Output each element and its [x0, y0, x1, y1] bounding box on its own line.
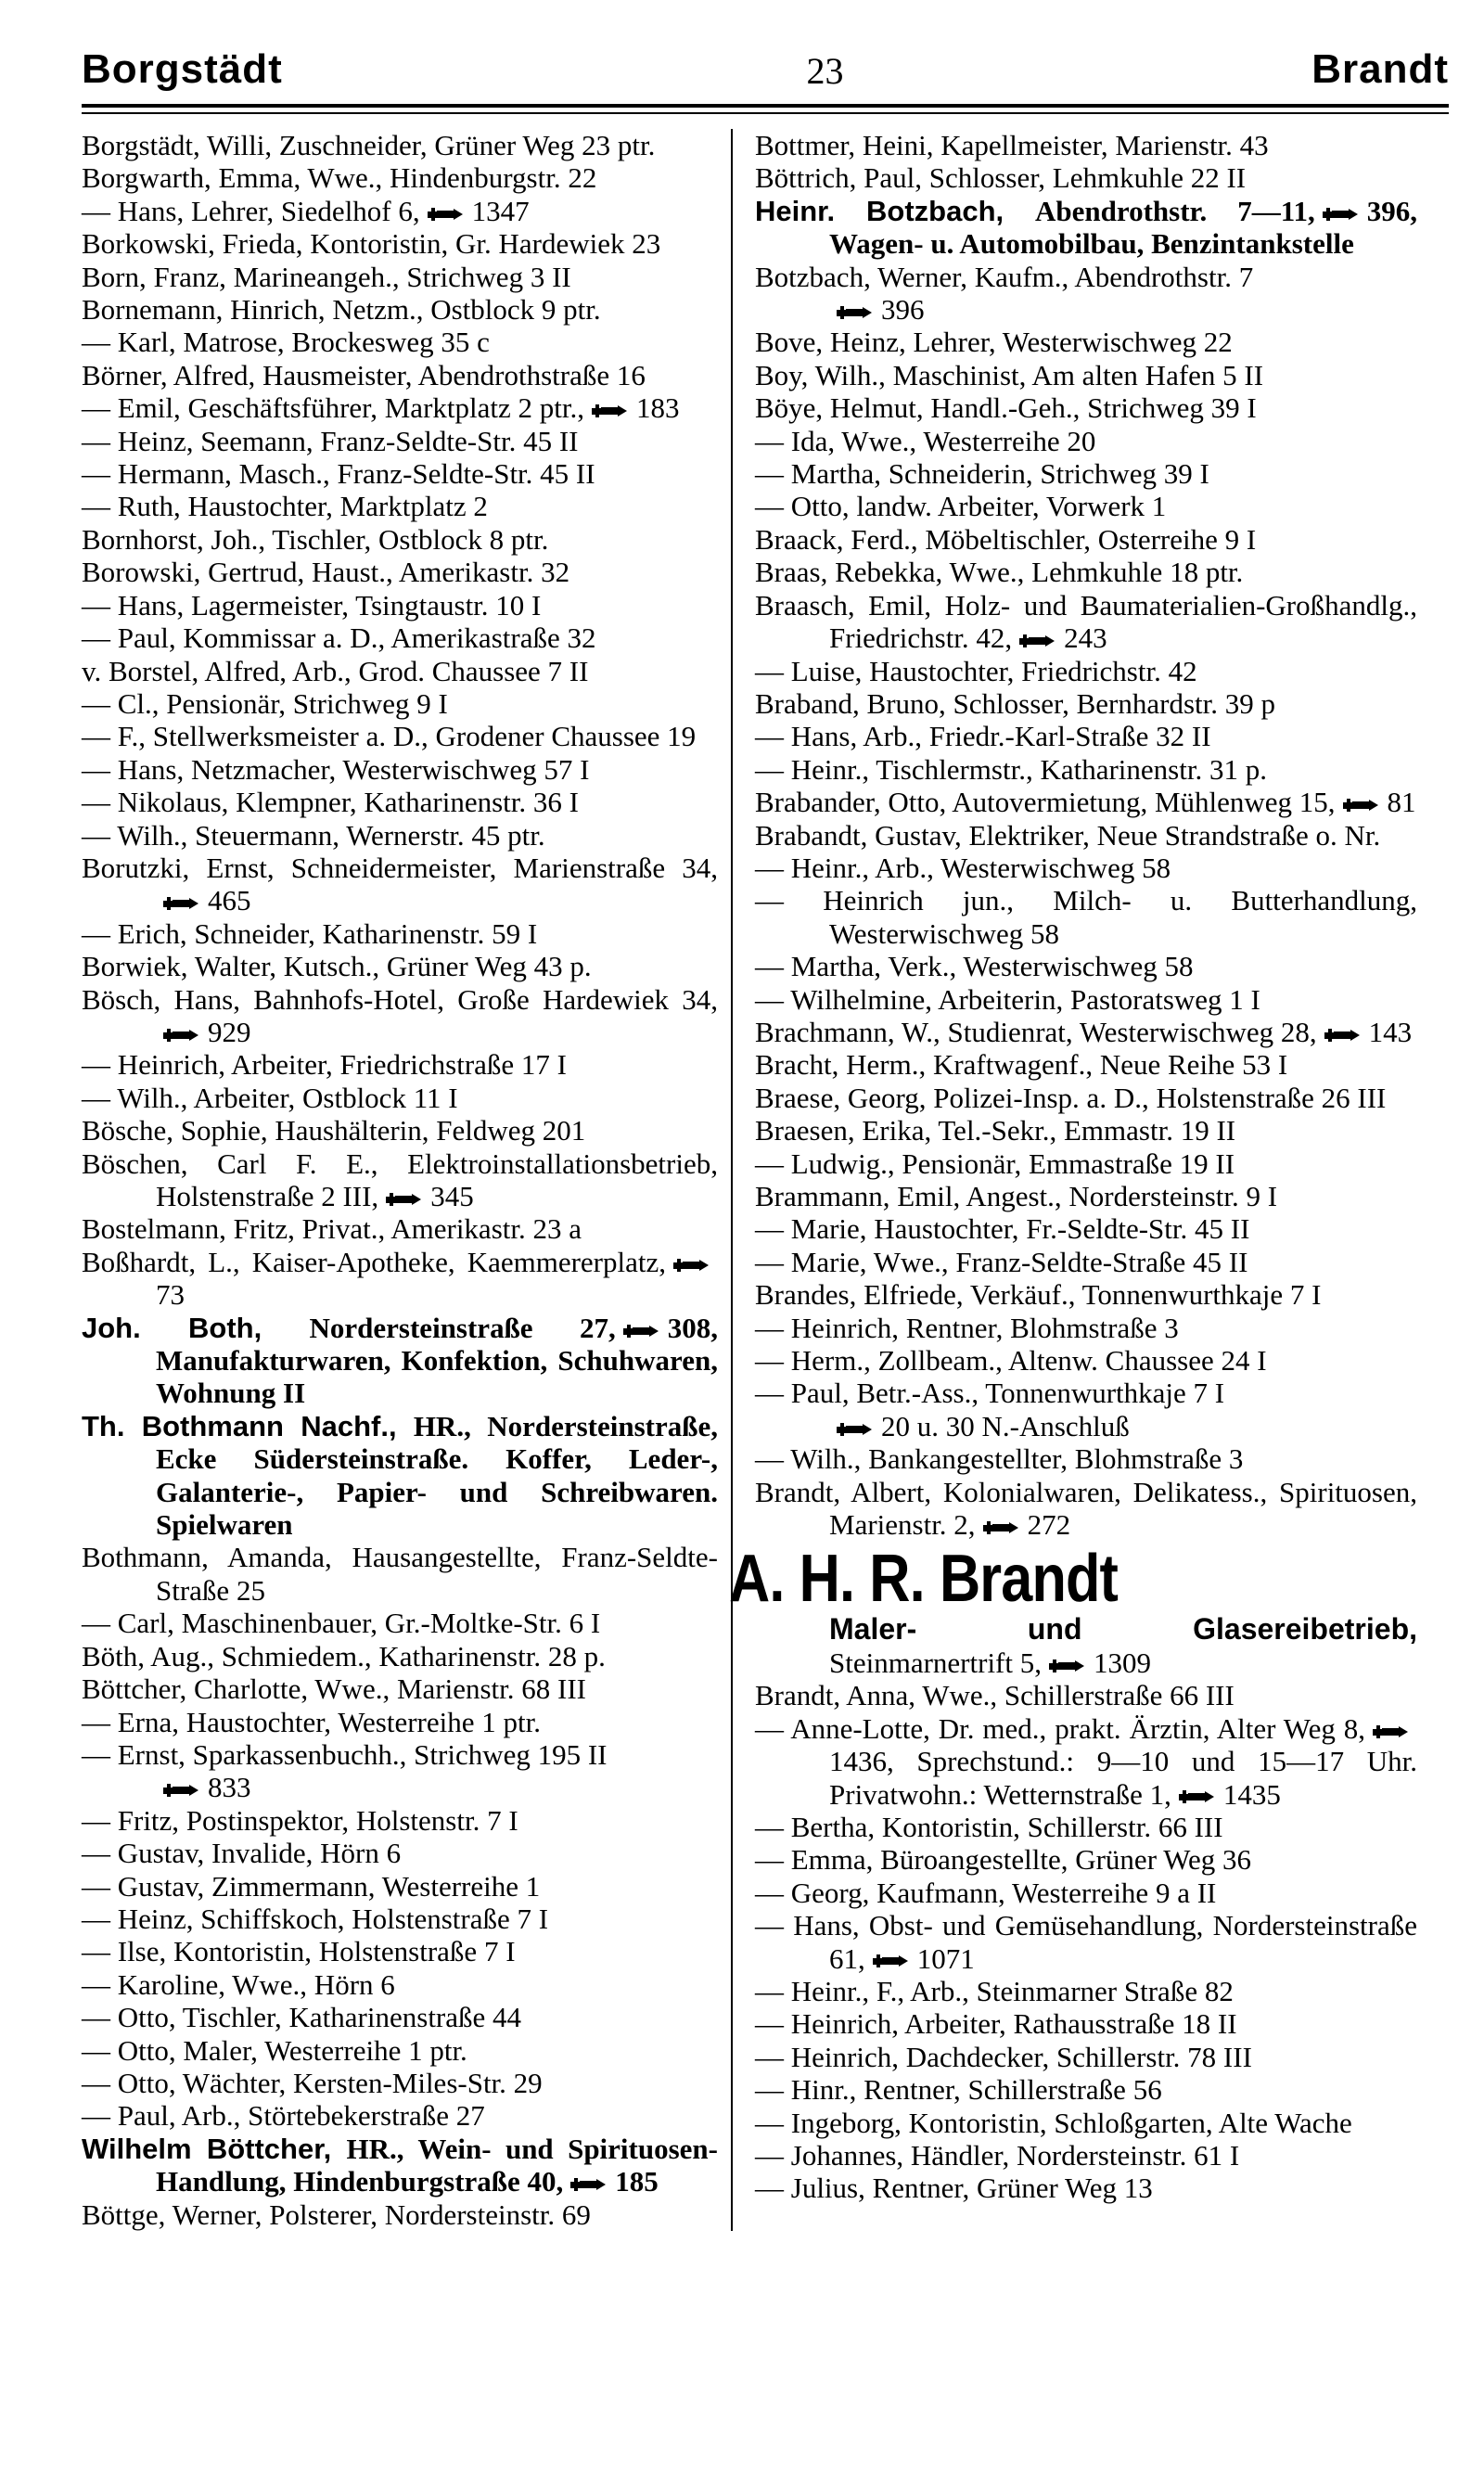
right-entry [755, 261, 1417, 327]
header-right-keyword: Brandt [1311, 46, 1449, 92]
right-entry [755, 1246, 1417, 1278]
right-entry [755, 2041, 1417, 2073]
entry-text: — Ilse, Kontoristin, Holstenstraße 7 I [82, 1935, 516, 1968]
telephone-icon [161, 1026, 202, 1044]
entry-text: Brachmann, W., Studienrat, Westerwischweg 28, [755, 1015, 1317, 1048]
entry-text: — F., Stellwerksmeister a. D., Grodener Chaussee 19 [82, 720, 697, 753]
entry-text: — Ludwig., Pensionär, Emmastraße 19 II [755, 1147, 1235, 1180]
entry-text: — Wilh., Bankangestellter, Blohmstraße 3 [755, 1442, 1244, 1476]
entry-text: — Julius, Rentner, Grüner Weg 13 [755, 2172, 1153, 2205]
left-entry [82, 425, 718, 457]
entry-text: Börner, Alfred, Hausmeister, Abendrothstraße 16 [82, 358, 646, 391]
entry-text: Böttrich, Paul, Schlosser, Lehmkuhle 22 II [755, 161, 1247, 195]
entry-text: Nordersteinstraße 27, [309, 1311, 616, 1344]
right-entry [755, 161, 1417, 194]
entry-text: — Gustav, Invalide, Hörn 6 [82, 1837, 402, 1870]
entry-text: — Paul, Kommissar a. D., Amerikastraße 32 [82, 622, 596, 655]
left-entry [82, 2034, 718, 2067]
right-entry [755, 819, 1417, 852]
telephone-icon [1177, 1788, 1218, 1806]
left-entry [82, 2001, 718, 2033]
entry-text: Brandt, Albert, Kolonialwaren, Delikatess., Spirituosen, Marienstr. 2, [755, 1475, 1417, 1542]
phone-number: 833 [208, 1771, 251, 1804]
left-entry [82, 293, 718, 326]
right-entry [755, 129, 1417, 161]
left-entry [82, 786, 718, 818]
left-entry [82, 1706, 718, 1738]
phone-number: 20 u. 30 N.-Anschluß [881, 1409, 1130, 1442]
entry-text: — Heinrich, Arbeiter, Friedrichstraße 17 I [82, 1048, 568, 1082]
entry-text: HR., Nordersteinstraße, Ecke Südersteinstraße. Koffer, Leder-, Galanterie-, Papier- und Schreibwaren. Spielwaren [156, 1409, 718, 1542]
right-entry [755, 1909, 1417, 1975]
entry-text: Böye, Helmut, Handl.-Geh., Strichweg 39 I [755, 391, 1257, 425]
right-entry [755, 1180, 1417, 1212]
right-entry [755, 2107, 1417, 2139]
right-entry [755, 425, 1417, 457]
right-entry [755, 1312, 1417, 1344]
phone-number: 1435 [1222, 1777, 1281, 1811]
left-entry [82, 490, 718, 522]
right-entry [755, 1048, 1417, 1081]
telephone-icon [621, 1322, 662, 1340]
right-entry [755, 1975, 1417, 2007]
phone-number: 345 [430, 1180, 474, 1212]
right-entry [755, 1377, 1417, 1442]
right-entry [755, 391, 1417, 424]
entry-text: Brandt, Anna, Wwe., Schillerstraße 66 III [755, 1679, 1235, 1712]
entry-text: — Karl, Matrose, Brockesweg 35 c [82, 326, 490, 359]
entry-text: — Paul, Betr.-Ass., Tonnenwurthkaje 7 I [755, 1377, 1225, 1410]
entry-text: — Fritz, Postinspektor, Holstenstr. 7 I [82, 1803, 518, 1837]
left-entry [82, 391, 718, 424]
entry-text: Botzbach, Werner, Kaufm., Abendrothstr. 7 [755, 260, 1254, 293]
entry-text: Bottmer, Heini, Kapellmeister, Marienstr. 43 [755, 129, 1269, 161]
page-number: 23 [806, 50, 844, 92]
phone-number: 396 [881, 293, 925, 327]
left-entry [82, 1968, 718, 2001]
entry-text: Borgstädt, Willi, Zuschneider, Grüner Weg 23 ptr. [82, 129, 656, 161]
entry-text: — Wilh., Steuermann, Wernerstr. 45 ptr. [82, 818, 545, 852]
phone-number: 183 [635, 391, 680, 425]
entry-text: — Wilh., Arbeiter, Ostblock 11 I [82, 1081, 458, 1114]
entry-text: — Heinz, Seemann, Franz-Seldte-Str. 45 II [82, 424, 579, 457]
left-entry [82, 1410, 718, 1542]
right-entry [755, 1442, 1417, 1475]
right-entry [755, 1679, 1417, 1711]
entry-text: — Heinr., F., Arb., Steinmarner Straße 82 [755, 1974, 1234, 2007]
entry-text: — Hans, Lagermeister, Tsingtaustr. 10 I [82, 588, 542, 622]
telephone-icon [1341, 796, 1382, 814]
right-entry [755, 359, 1417, 391]
left-entry [82, 1212, 718, 1245]
entry-text: Abendrothstr. 7—11, [1035, 194, 1315, 227]
left-entry [82, 950, 718, 982]
entry-text: Böttge, Werner, Polsterer, Nordersteinstr. 69 [82, 2198, 591, 2231]
entry-text: — Cl., Pensionär, Strichweg 9 I [82, 686, 448, 720]
telephone-icon [384, 1190, 425, 1209]
right-entry [755, 589, 1417, 655]
right-entry [755, 1843, 1417, 1876]
right-entry [755, 655, 1417, 687]
right-entry [755, 2007, 1417, 2040]
left-entry [82, 1935, 718, 1967]
telephone-icon [1371, 1723, 1412, 1741]
telephone-icon [871, 1952, 912, 1970]
right-entry [755, 720, 1417, 752]
entry-text: Borgwarth, Emma, Wwe., Hindenburgstr. 22 [82, 161, 597, 195]
left-entry [82, 917, 718, 950]
left-entry [82, 1738, 718, 1804]
left-entry [82, 261, 718, 293]
left-entry [82, 1903, 718, 1935]
phone-number: 1071 [916, 1941, 975, 1975]
right-entry [755, 195, 1417, 261]
entry-text: Brammann, Emil, Angest., Nordersteinstr. 9 I [755, 1180, 1278, 1212]
entry-text: — Hans, Netzmacher, Westerwischweg 57 I [82, 752, 590, 786]
entry-text: — Emil, Geschäftsführer, Marktplatz 2 ptr., [82, 391, 584, 425]
entry-text: — Otto, Wächter, Kersten-Miles-Str. 29 [82, 2066, 543, 2099]
entry-text-continued: Sprechstund.: 9—10 und 15—17 Uhr. Privatwohn.: Wetternstraße 1, [829, 1745, 1417, 1811]
right-entry [755, 1114, 1417, 1147]
left-entry [82, 687, 718, 720]
right-entry [755, 1344, 1417, 1377]
left-entry [82, 2099, 718, 2132]
left-entry [82, 195, 718, 227]
entry-text: Bove, Heinz, Lehrer, Westerwischweg 22 [755, 326, 1233, 359]
telephone-icon [672, 1256, 712, 1275]
left-entry [82, 161, 718, 194]
entry-text: Braese, Georg, Polizei-Insp. a. D., Holstenstraße 26 III [755, 1081, 1387, 1114]
entry-text: — Otto, Maler, Westerreihe 1 ptr. [82, 2033, 467, 2067]
left-entry [82, 1312, 718, 1410]
left-entry [82, 1870, 718, 1903]
entry-text: — Hans, Obst- und Gemüsehandlung, Nordersteinstraße 61, [755, 1909, 1417, 1975]
entry-text: — Gustav, Zimmermann, Westerreihe 1 [82, 1869, 541, 1903]
telephone-icon [1017, 632, 1058, 650]
entry-text: — Marie, Wwe., Franz-Seldte-Straße 45 II [755, 1245, 1248, 1278]
entry-text: Brabander, Otto, Autovermietung, Mühlenweg 15, [755, 786, 1336, 819]
left-column [82, 129, 731, 2231]
entry-text: Boy, Wilh., Maschinist, Am alten Hafen 5 II [755, 358, 1264, 391]
left-entry [82, 227, 718, 260]
right-entry [755, 1877, 1417, 1909]
entry-text: — Wilhelmine, Arbeiterin, Pastoratsweg 1 I [755, 982, 1260, 1016]
right-entry [755, 1712, 1417, 1811]
entry-text: Böschen, Carl F. E., Elektroinstallationsbetrieb, Holstenstraße 2 III, [82, 1147, 718, 1212]
entry-text: — Georg, Kaufmann, Westerreihe 9 a II [755, 1876, 1217, 1909]
right-entry [755, 490, 1417, 522]
right-entry [755, 2172, 1417, 2204]
entry-text: — Hans, Arb., Friedr.-Karl-Straße 32 II [755, 720, 1211, 753]
entry-text: Bösche, Sophie, Haushälterin, Feldweg 201 [82, 1114, 586, 1147]
entry-text: HR., Wein- und Spirituosen-Handlung, Hindenburgstraße 40, [156, 2132, 718, 2198]
entry-text: — Erich, Schneider, Katharinenstr. 59 I [82, 916, 538, 950]
entry-text: Borkowski, Frieda, Kontoristin, Gr. Hardewiek 23 [82, 227, 661, 261]
business-name: Joh. Both, [82, 1311, 310, 1344]
left-entry [82, 720, 718, 752]
left-entry [82, 622, 718, 654]
left-entry [82, 2067, 718, 2099]
page-header [82, 41, 1449, 93]
entry-text: — Hinr., Rentner, Schillerstraße 56 [755, 2073, 1162, 2107]
right-entry [755, 786, 1417, 818]
entry-text: — Heinr., Tischlermstr., Katharinenstr. 31 p. [755, 752, 1267, 786]
telephone-icon [569, 2175, 609, 2194]
entry-text: Borwiek, Walter, Kutsch., Grüner Weg 43 p. [82, 950, 592, 983]
right-entry [755, 1147, 1417, 1180]
left-entry [82, 753, 718, 786]
left-entry [82, 1246, 718, 1312]
entry-text: Boßhardt, L., Kaiser-Apotheke, Kaemmererplatz, [82, 1245, 666, 1278]
right-entry [755, 523, 1417, 556]
left-entry [82, 1607, 718, 1639]
phone-number: 1347 [471, 194, 530, 227]
telephone-icon [1323, 1026, 1363, 1044]
right-entry [755, 852, 1417, 884]
entry-text: — Herm., Zollbeam., Altenw. Chaussee 24 I [755, 1344, 1267, 1378]
phone-number: 465 [208, 884, 251, 917]
right-column [729, 129, 1417, 2231]
entry-text: Bothmann, Amanda, Hausangestellte, Franz-Seldte-Straße 25 [82, 1541, 718, 1607]
business-name: Th. Bothmann Nachf., [82, 1409, 414, 1442]
phone-number: 1436, [829, 1745, 894, 1778]
brand-advert-address [755, 1647, 1417, 1679]
right-entry [755, 753, 1417, 786]
left-entry [82, 1082, 718, 1114]
telephone-icon [981, 1519, 1022, 1537]
phone-number: 185 [615, 2165, 659, 2198]
right-entry [755, 457, 1417, 490]
entry-text: Born, Franz, Marineangeh., Strichweg 3 II [82, 260, 571, 293]
entry-text: — Martha, Schneiderin, Strichweg 39 I [755, 457, 1209, 491]
entry-text: — Hermann, Masch., Franz-Seldte-Str. 45 II [82, 457, 595, 491]
entry-text: — Karoline, Wwe., Hörn 6 [82, 1967, 395, 2001]
phone-number: 243 [1064, 622, 1107, 655]
entry-text: v. Borstel, Alfred, Arb., Grod. Chaussee 7 II [82, 654, 589, 687]
phone-number: 73 [156, 1278, 185, 1312]
entry-text: — Marie, Haustochter, Fr.-Seldte-Str. 45 II [755, 1212, 1250, 1246]
right-entry [755, 1212, 1417, 1245]
telephone-icon [590, 402, 631, 420]
phone-number: 929 [208, 1015, 251, 1048]
left-entry [82, 983, 718, 1049]
entry-text: — Heinr., Arb., Westerwischweg 58 [755, 851, 1171, 884]
phone-number: 1309 [1094, 1646, 1151, 1679]
columns [82, 129, 1449, 2231]
left-entry [82, 556, 718, 588]
entry-text: Böttcher, Charlotte, Wwe., Marienstr. 68 III [82, 1672, 586, 1706]
entry-text: — Heinrich, Arbeiter, Rathausstraße 18 II [755, 2007, 1237, 2041]
entry-text: Borutzki, Ernst, Schneidermeister, Marienstraße 34, [82, 851, 718, 884]
entry-text: — Heinrich jun., Milch- u. Butterhandlung, Westerwischweg 58 [755, 884, 1417, 950]
entry-text: — Nikolaus, Klempner, Katharinenstr. 36 I [82, 786, 579, 819]
entry-text: Bracht, Herm., Kraftwagenf., Neue Reihe 53 I [755, 1048, 1288, 1082]
entry-text: Brandes, Elfriede, Verkäuf., Tonnenwurthkaje 7 I [755, 1278, 1322, 1312]
telephone-icon [835, 303, 876, 322]
left-entry [82, 457, 718, 490]
left-entry [82, 523, 718, 556]
brand-advert-title: A. H. R. Brandt [729, 1542, 1119, 1617]
telephone-icon [426, 205, 467, 224]
entry-text: — Heinrich, Dachdecker, Schillerstr. 78 III [755, 2040, 1252, 2073]
left-entry [82, 819, 718, 852]
entry-text: — Paul, Arb., Störtebekerstraße 27 [82, 2099, 485, 2133]
right-entry [755, 2139, 1417, 2172]
left-entry [82, 326, 718, 358]
right-entry [755, 1278, 1417, 1311]
telephone-icon [161, 1781, 202, 1800]
right-entry [755, 1476, 1417, 1542]
entry-text-continued: Wagen- u. Automobilbau, Benzintankstelle [829, 227, 1354, 261]
right-entry [755, 687, 1417, 720]
right-entry [755, 556, 1417, 588]
entry-text: — Otto, Tischler, Katharinenstraße 44 [82, 2001, 522, 2034]
entry-text-continued: Manufakturwaren, Konfektion, Schuhwaren, Wohnung II [156, 1344, 718, 1410]
phone-number: 272 [1027, 1508, 1071, 1542]
phone-number: 81 [1387, 786, 1416, 819]
business-name: Wilhelm Böttcher, [82, 2132, 347, 2165]
entry-text: — Bertha, Kontoristin, Schillerstr. 66 III [755, 1810, 1223, 1843]
entry-text: — Ernst, Sparkassenbuchh., Strichweg 195 II [82, 1737, 608, 1771]
left-entry [82, 852, 718, 917]
phone-number: 396, [1366, 194, 1417, 227]
entry-text: — Hans, Lehrer, Siedelhof 6, [82, 194, 420, 227]
entry-text: — Luise, Haustochter, Friedrichstr. 42 [755, 654, 1197, 687]
left-entry [82, 1147, 718, 1213]
right-entry [755, 326, 1417, 358]
left-entry [82, 1640, 718, 1672]
entry-text: — Ingeborg, Kontoristin, Schloßgarten, Alte Wache [755, 2106, 1352, 2139]
right-entry [755, 884, 1417, 950]
phone-number: 308, [667, 1311, 718, 1344]
left-entry [82, 1114, 718, 1147]
entry-text: Bornhorst, Joh., Tischler, Ostblock 8 ptr. [82, 522, 549, 556]
telephone-icon [1047, 1657, 1088, 1675]
header-rule [82, 104, 1449, 108]
left-entry [82, 359, 718, 391]
entry-text: Braesen, Erika, Tel.-Sekr., Emmastr. 19 II [755, 1114, 1236, 1147]
right-entry [755, 1016, 1417, 1048]
right-entry [755, 983, 1417, 1016]
entry-text: Bostelmann, Fritz, Privat., Amerikastr. 23 a [82, 1212, 582, 1246]
entry-text: Bösch, Hans, Bahnhofs-Hotel, Große Hardewiek 34, [82, 982, 718, 1016]
entry-text: — Ida, Wwe., Westerreihe 20 [755, 424, 1096, 457]
entry-text: — Heinrich, Rentner, Blohmstraße 3 [755, 1311, 1179, 1344]
entry-text: — Johannes, Händler, Nordersteinstr. 61 I [755, 2138, 1240, 2172]
left-entry [82, 2133, 718, 2198]
header-rule-thin [82, 112, 1449, 114]
entry-text: — Emma, Büroangestellte, Grüner Weg 36 [755, 1843, 1251, 1877]
left-entry [82, 1672, 718, 1705]
left-entry [82, 2198, 718, 2231]
right-entry [755, 1082, 1417, 1114]
header-left-keyword: Borgstädt [82, 46, 283, 92]
left-entry [82, 1804, 718, 1837]
left-entry [82, 589, 718, 622]
telephone-icon [835, 1420, 876, 1439]
address-text: Steinmarnertrift 5, [829, 1646, 1042, 1679]
entry-text: Braband, Bruno, Schlosser, Bernhardstr. 39 p [755, 686, 1275, 720]
entry-text: — Martha, Verk., Westerwischweg 58 [755, 950, 1194, 983]
entry-text: Bornemann, Hinrich, Netzm., Ostblock 9 ptr. [82, 293, 601, 327]
entry-text: Braack, Ferd., Möbeltischler, Osterreihe 9 I [755, 522, 1257, 556]
left-entry [82, 129, 718, 161]
entry-text: Brabandt, Gustav, Elektriker, Neue Strandstraße o. Nr. [755, 818, 1381, 852]
left-entry [82, 655, 718, 687]
phone-number: 143 [1368, 1015, 1413, 1048]
business-name: Heinr. Botzbach, [755, 194, 1036, 227]
entry-text: — Carl, Maschinenbauer, Gr.-Moltke-Str. 6 I [82, 1607, 601, 1640]
right-entry [755, 2073, 1417, 2106]
telephone-icon [1321, 205, 1362, 224]
entry-text: — Ruth, Haustochter, Marktplatz 2 [82, 490, 488, 523]
left-entry [82, 1541, 718, 1607]
right-entry [755, 1811, 1417, 1843]
brand-advert-subtitle: Maler- und Glasereibetrieb, [829, 1612, 1417, 1647]
left-entry [82, 1048, 718, 1081]
entry-text: — Otto, landw. Arbeiter, Vorwerk 1 [755, 490, 1167, 523]
entry-text: Braasch, Emil, Holz- und Baumaterialien-Großhandlg., Friedrichstr. 42, [755, 588, 1417, 655]
entry-text: Böth, Aug., Schmiedem., Katharinenstr. 28 p. [82, 1639, 606, 1672]
entry-text: Braas, Rebekka, Wwe., Lehmkuhle 18 ptr. [755, 556, 1244, 589]
entry-text: Borowski, Gertrud, Haust., Amerikastr. 32 [82, 556, 570, 589]
entry-text: — Erna, Haustochter, Westerreihe 1 ptr. [82, 1705, 541, 1738]
left-entry [82, 1837, 718, 1869]
telephone-icon [161, 894, 202, 913]
entry-text: — Heinz, Schiffskoch, Holstenstraße 7 I [82, 1902, 549, 1935]
right-entry [755, 950, 1417, 982]
entry-text: — Anne-Lotte, Dr. med., prakt. Ärztin, Alter Weg 8, [755, 1711, 1365, 1745]
